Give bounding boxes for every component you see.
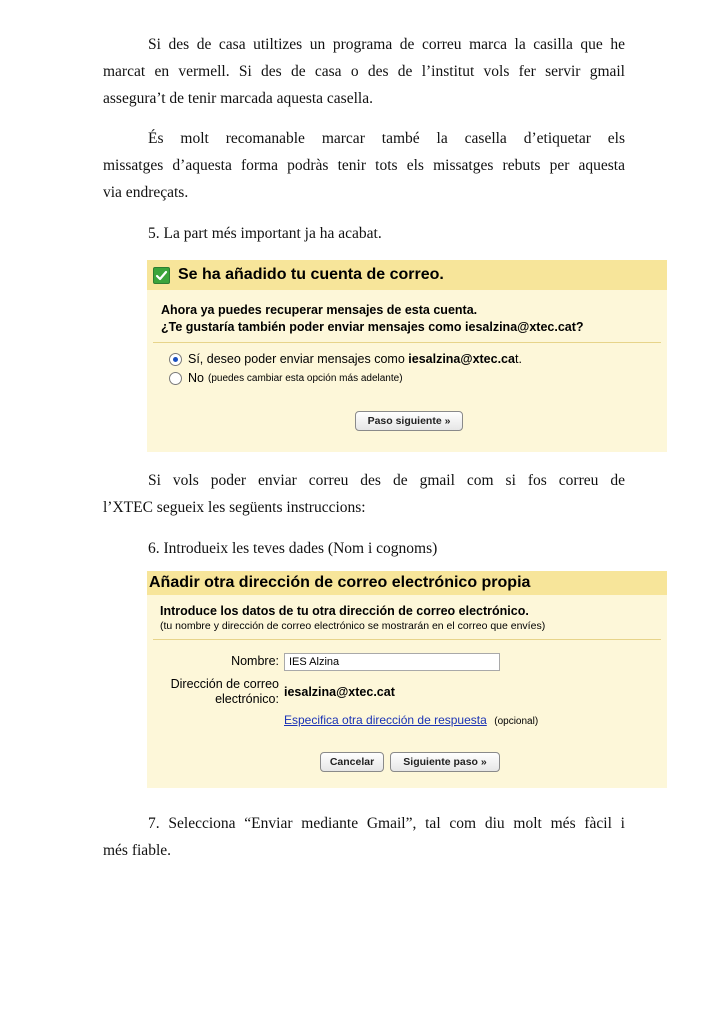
text-line: més fiable. bbox=[103, 842, 172, 859]
reply-address-link[interactable]: Especifica otra dirección de respuesta bbox=[284, 713, 487, 727]
gmail-paragraph bbox=[103, 467, 625, 521]
divider bbox=[153, 342, 661, 343]
intro-paragraph-2 bbox=[103, 125, 625, 206]
reply-note: (opcional) bbox=[494, 716, 539, 727]
name-input[interactable] bbox=[284, 653, 500, 671]
next-step-button[interactable]: Paso siguiente » bbox=[355, 411, 463, 431]
add-address-panel bbox=[147, 571, 667, 788]
text-line: missatges d’aquesta forma podràs tenir tots els missatges rebuts per aquesta bbox=[103, 157, 625, 174]
option-no-text: No bbox=[188, 371, 204, 385]
text-line: Si des de casa utiltizes un programa de correu marca la casilla que he bbox=[148, 36, 625, 53]
question-line: ¿Te gustaría también poder enviar mensajes como iesalzina@xtec.cat? bbox=[161, 320, 584, 334]
divider bbox=[153, 639, 661, 640]
panel-header bbox=[147, 571, 667, 595]
info-note: (tu nombre y dirección de correo electrónico se mostrarán en el correo que envíes) bbox=[160, 620, 546, 632]
email-label bbox=[157, 677, 279, 707]
panel-header bbox=[147, 260, 667, 290]
account-added-panel bbox=[147, 260, 667, 452]
text-line: 7. Selecciona “Enviar mediante Gmail”, tal com diu molt més fàcil i bbox=[148, 815, 625, 832]
text-line: l’XTEC segueix les següents instruccions: bbox=[103, 499, 366, 516]
step-5: 5. La part més important ja ha acabat. bbox=[148, 225, 382, 242]
info-line: Introduce los datos de tu otra dirección de correo electrónico. bbox=[160, 604, 529, 618]
info-line: Ahora ya puedes recuperar mensajes de esta cuenta. bbox=[161, 303, 478, 317]
text-line: Si vols poder enviar correu des de gmail com si fos correu de bbox=[148, 472, 625, 489]
option-no[interactable] bbox=[169, 371, 403, 385]
option-no-note: (puedes cambiar esta opción más adelante) bbox=[207, 372, 403, 384]
radio-no[interactable] bbox=[169, 372, 182, 385]
email-label-line: electrónico: bbox=[215, 692, 279, 706]
cancel-button[interactable]: Cancelar bbox=[320, 752, 384, 772]
text-line: És molt recomanable marcar també la casella d’etiquetar els bbox=[148, 130, 625, 147]
step-7-paragraph bbox=[103, 810, 625, 864]
text-line: assegura’t de tenir marcada aquesta casella. bbox=[103, 90, 373, 107]
option-yes-suffix: t. bbox=[514, 352, 522, 366]
option-yes-text: Sí, deseo poder enviar mensajes como bbox=[188, 352, 409, 366]
intro-paragraph-1 bbox=[103, 31, 625, 112]
radio-yes[interactable] bbox=[169, 353, 182, 366]
option-yes-email: iesalzina@xtec.ca bbox=[408, 352, 515, 366]
reply-row bbox=[284, 711, 538, 729]
text-line: marcat en vermell. Si des de casa o des de l’institut vols fer servir gmail bbox=[103, 63, 625, 80]
email-label-line: Dirección de correo bbox=[170, 677, 279, 691]
step-6: 6. Introdueix les teves dades (Nom i cognoms) bbox=[148, 540, 438, 557]
email-value: iesalzina@xtec.cat bbox=[284, 685, 395, 699]
next-step-button[interactable]: Siguiente paso » bbox=[390, 752, 500, 772]
name-label: Nombre: bbox=[231, 654, 279, 668]
checkmark-icon bbox=[153, 267, 170, 284]
panel-title: Añadir otra dirección de correo electrónico propia bbox=[149, 574, 531, 591]
panel-title: Se ha añadido tu cuenta de correo. bbox=[178, 266, 444, 283]
text-line: via endreçats. bbox=[103, 184, 189, 201]
option-yes[interactable] bbox=[169, 352, 522, 366]
